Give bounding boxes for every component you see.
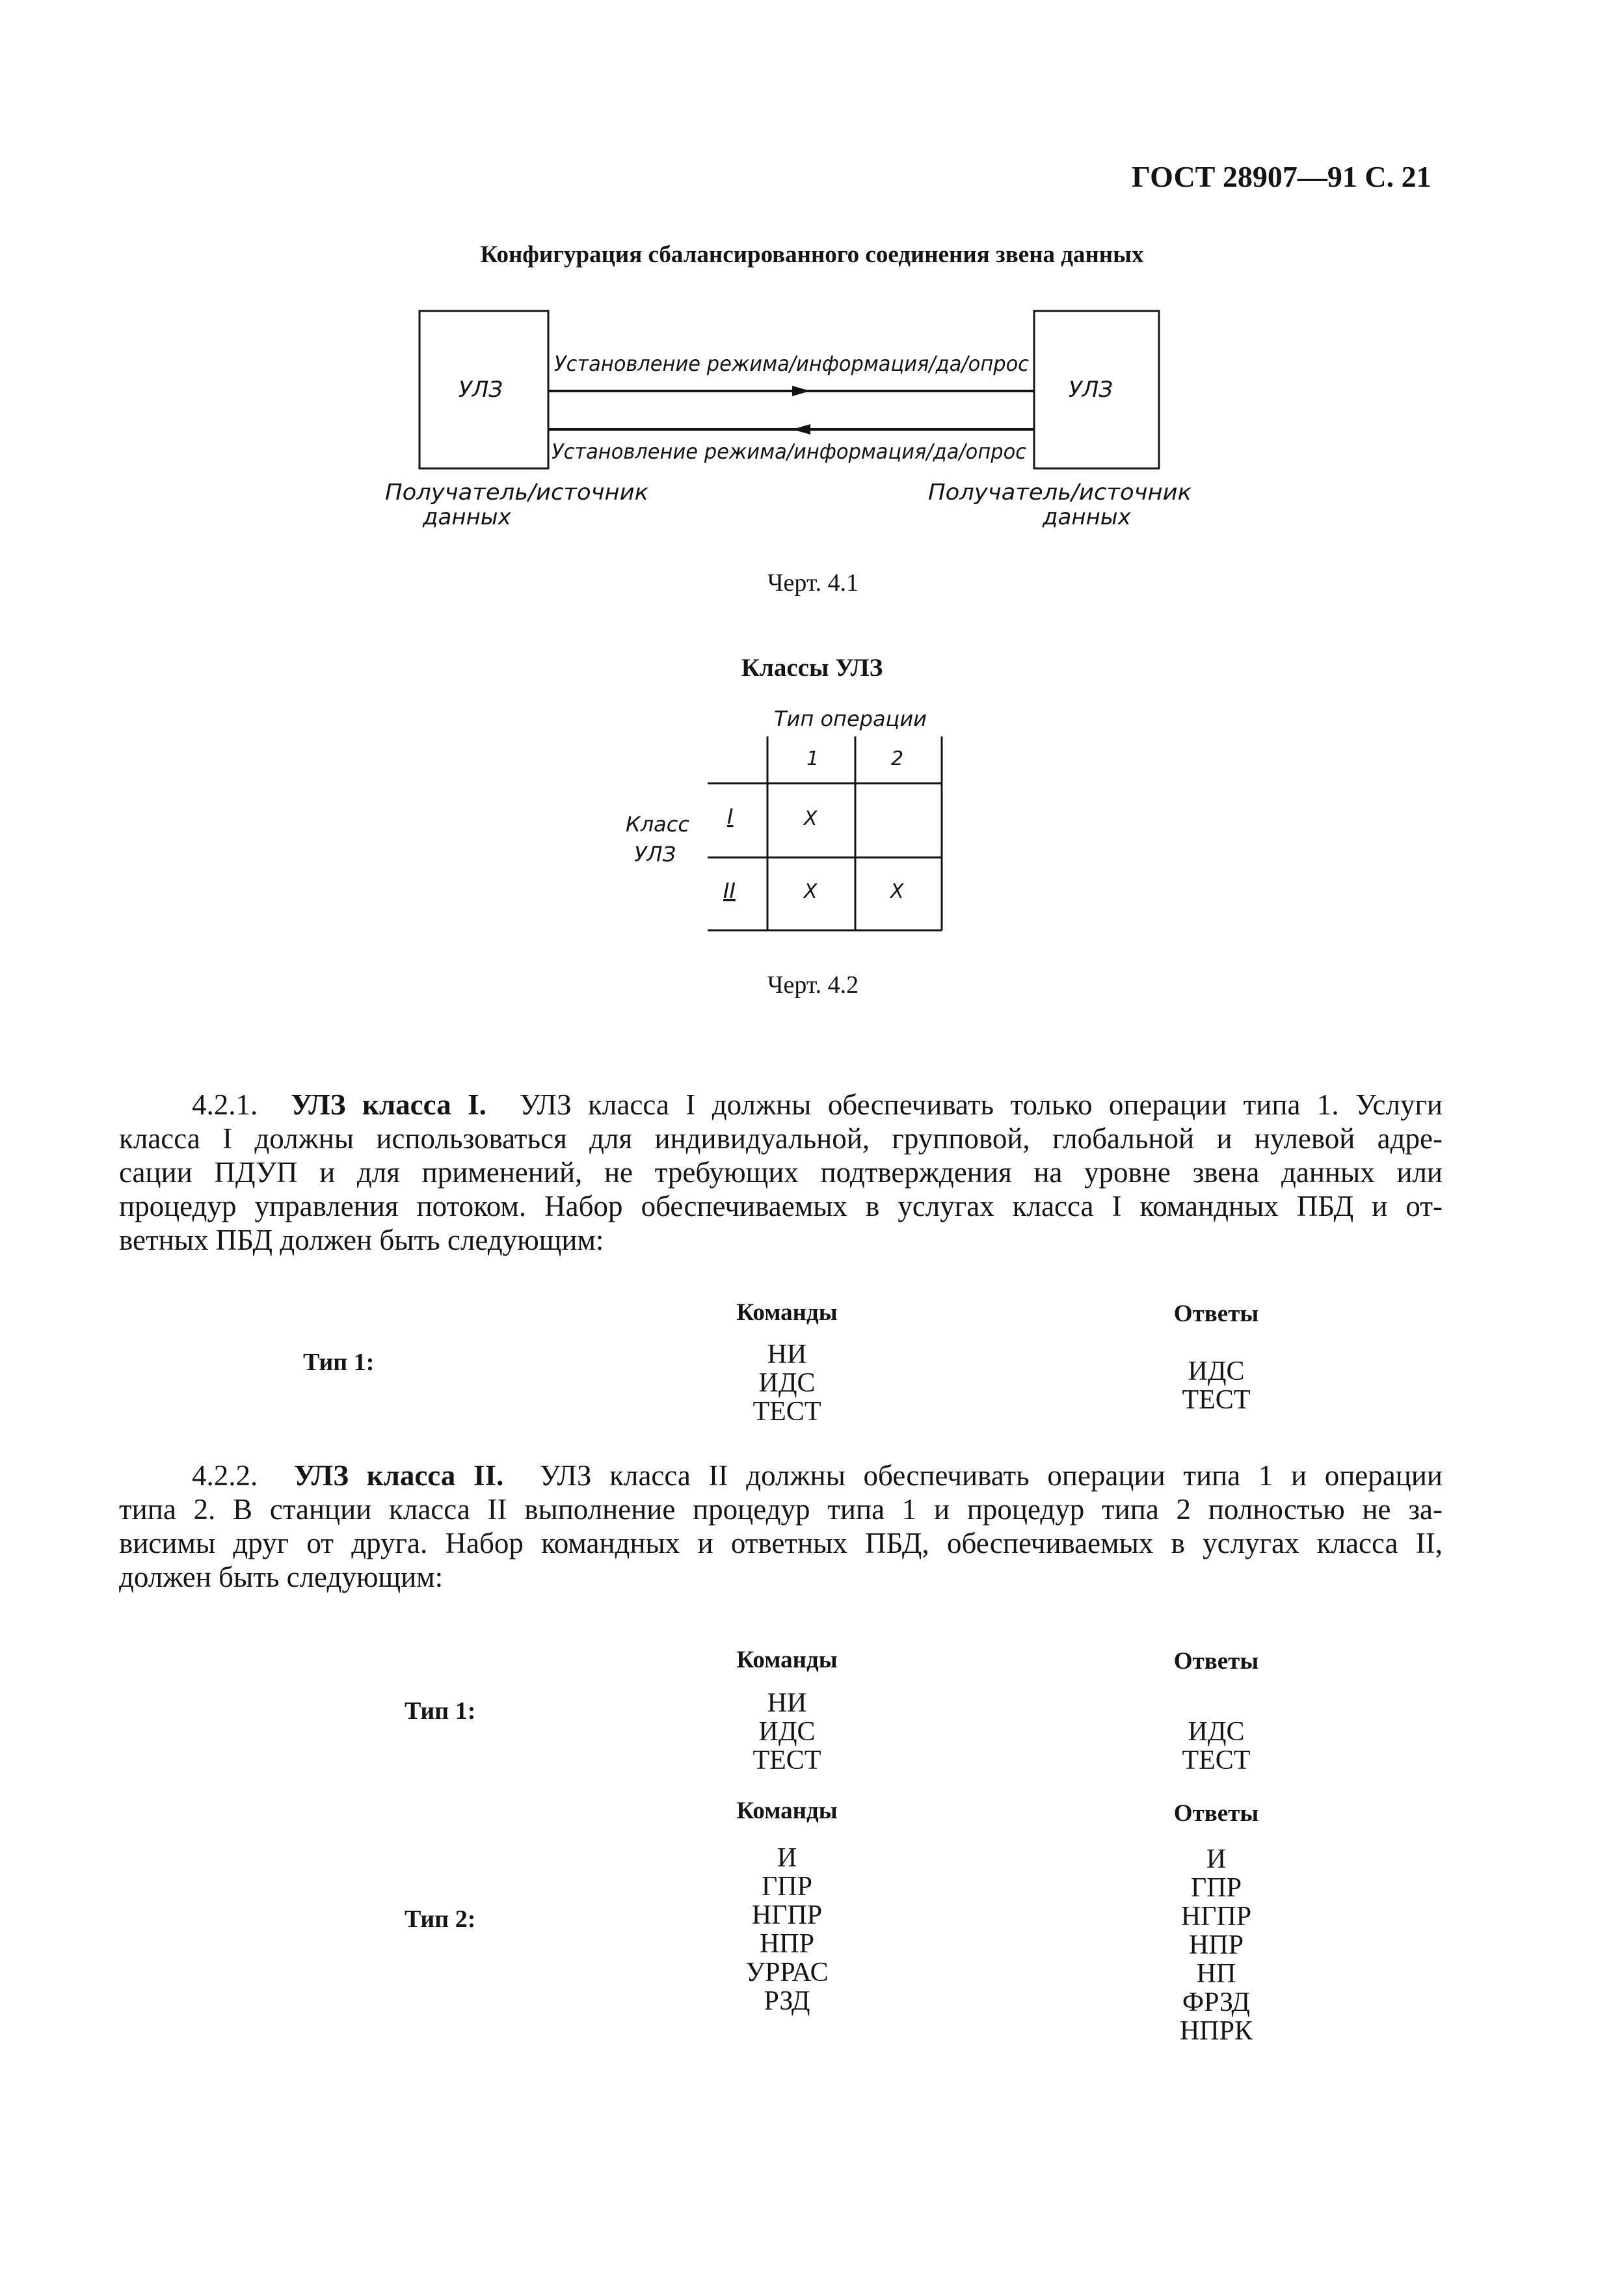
command-item: НГПР — [751, 1900, 823, 1930]
command-item: ИДС — [758, 1717, 816, 1747]
section-2-heading: УЛЗ класса II. — [293, 1459, 504, 1492]
command-item: ГПР — [762, 1872, 812, 1902]
cell-row2-col2: X — [890, 880, 904, 903]
section-2-type2-responses-header: Ответы — [1173, 1800, 1259, 1827]
left-caption-line-1: Получатель/источник — [385, 479, 649, 505]
section-1-line-1 — [119, 1088, 1443, 1122]
column-2-label: 2 — [891, 748, 904, 770]
row-header-line-2: УЛЗ — [634, 842, 676, 867]
section-1-responses-header: Ответы — [1173, 1300, 1259, 1327]
section-2-line-2: типа 2. В станции класса II выполнение процедур типа 1 и процедур типа 2 полностью не за- — [119, 1493, 1443, 1526]
response-item: НП — [1196, 1959, 1236, 1989]
section-2-number: 4.2.2. — [192, 1459, 258, 1492]
section-2-line-1 — [119, 1459, 1443, 1492]
page-header: ГОСТ 28907—91 С. 21 — [1132, 160, 1431, 193]
section-1-line-4: процедур управления потоком. Набор обеспечиваемых в услугах класса I командных ПБД и от- — [119, 1190, 1443, 1222]
figure-1-title: Конфигурация сбалансированного соединения звена данных — [480, 241, 1144, 268]
section-2-type2-commands-list — [702, 1844, 872, 2015]
response-item: ФРЗД — [1182, 1987, 1251, 2017]
left-caption-line-2: данных — [423, 504, 511, 530]
response-item: И — [1206, 1844, 1227, 1874]
column-1-label: 1 — [806, 748, 819, 770]
arrow-top-head — [792, 386, 810, 396]
section-2-type1-commands-header: Команды — [736, 1647, 838, 1673]
arrow-bottom-head — [792, 424, 810, 435]
response-item: ГПР — [1191, 1873, 1242, 1903]
section-2-type2-commands-header: Команды — [736, 1798, 838, 1824]
column-header: Тип операции — [774, 707, 927, 731]
command-item: ИДС — [758, 1368, 816, 1398]
figure-1-diagram — [0, 0, 1624, 586]
section-1-text-1: УЛЗ класса I должны обеспечивать только операции типа 1. Услуги — [519, 1088, 1443, 1121]
section-1-responses-list — [1132, 1357, 1301, 1414]
right-caption-line-2: данных — [1043, 504, 1131, 530]
section-2-type1-label: Тип 1: — [405, 1697, 476, 1725]
section-2-line-3: висимы друг от друга. Набор командных и ответных ПБД, обеспечиваемых в услугах класса II, — [119, 1527, 1443, 1559]
section-1-paragraph — [119, 1088, 1443, 1257]
figure-2-title: Классы УЛЗ — [741, 654, 883, 682]
row-2-label: II — [723, 878, 736, 903]
section-2-type2-label: Тип 2: — [405, 1906, 476, 1933]
section-1-commands-list — [702, 1340, 872, 1426]
section-2-line-4: должен быть следующим: — [119, 1561, 444, 1593]
response-item: ИДС — [1188, 1356, 1245, 1386]
section-1-type-label: Тип 1: — [303, 1349, 375, 1376]
section-2-type1-responses-list — [1132, 1717, 1301, 1775]
section-2-text-1: УЛЗ класса II должны обеспечивать операции типа 1 и операции — [539, 1459, 1443, 1492]
command-item: НИ — [767, 1688, 807, 1718]
command-item: РЗД — [764, 1986, 810, 2016]
response-item: ТЕСТ — [1182, 1385, 1251, 1415]
command-item: И — [777, 1843, 797, 1873]
section-2-type1-responses-header: Ответы — [1173, 1648, 1259, 1675]
section-2-type1-commands-list — [702, 1689, 872, 1775]
section-1-line-5: ветных ПБД должен быть следующим: — [119, 1224, 604, 1256]
right-node-label: УЛЗ — [1069, 377, 1113, 403]
section-1-number: 4.2.1. — [192, 1088, 258, 1121]
command-item: НПР — [759, 1929, 815, 1959]
arrow-bottom-label: Установление режима/информация/да/опрос — [552, 439, 1027, 464]
row-1-label: I — [727, 804, 734, 829]
command-item: УРРАС — [745, 1958, 829, 1987]
cell-row2-col1: X — [804, 880, 818, 903]
arrow-top-label: Установление режима/информация/да/опрос — [554, 351, 1030, 376]
command-item: ТЕСТ — [752, 1397, 821, 1427]
figure-2-caption: Черт. 4.2 — [767, 971, 859, 999]
command-item: ТЕСТ — [752, 1745, 821, 1775]
figure-1-caption: Черт. 4.1 — [767, 569, 859, 597]
response-item: НГПР — [1180, 1902, 1252, 1932]
section-2-type2-responses-list — [1132, 1845, 1301, 2045]
section-1-line-2: класса I должны использоваться для индивидуальной, групповой, глобальной и нулевой адре- — [119, 1122, 1443, 1155]
right-caption-line-1: Получатель/источник — [928, 479, 1192, 505]
section-1-heading: УЛЗ класса I. — [291, 1088, 486, 1121]
response-item: ИДС — [1188, 1717, 1245, 1747]
section-1-line-3: сации ПДУП и для применений, не требующих подтверждения на уровне звена данных или — [119, 1156, 1443, 1189]
figure-2-table — [0, 683, 1624, 956]
command-item: НИ — [767, 1340, 807, 1369]
row-header-line-1: Класс — [626, 812, 689, 837]
response-item: НПРК — [1179, 2016, 1253, 2046]
section-1-commands-header: Команды — [736, 1299, 838, 1326]
response-item: ТЕСТ — [1182, 1745, 1251, 1775]
left-node-label: УЛЗ — [459, 377, 503, 403]
response-item: НПР — [1188, 1930, 1244, 1960]
section-2-paragraph — [119, 1459, 1443, 1594]
cell-row1-col1: X — [804, 807, 818, 830]
